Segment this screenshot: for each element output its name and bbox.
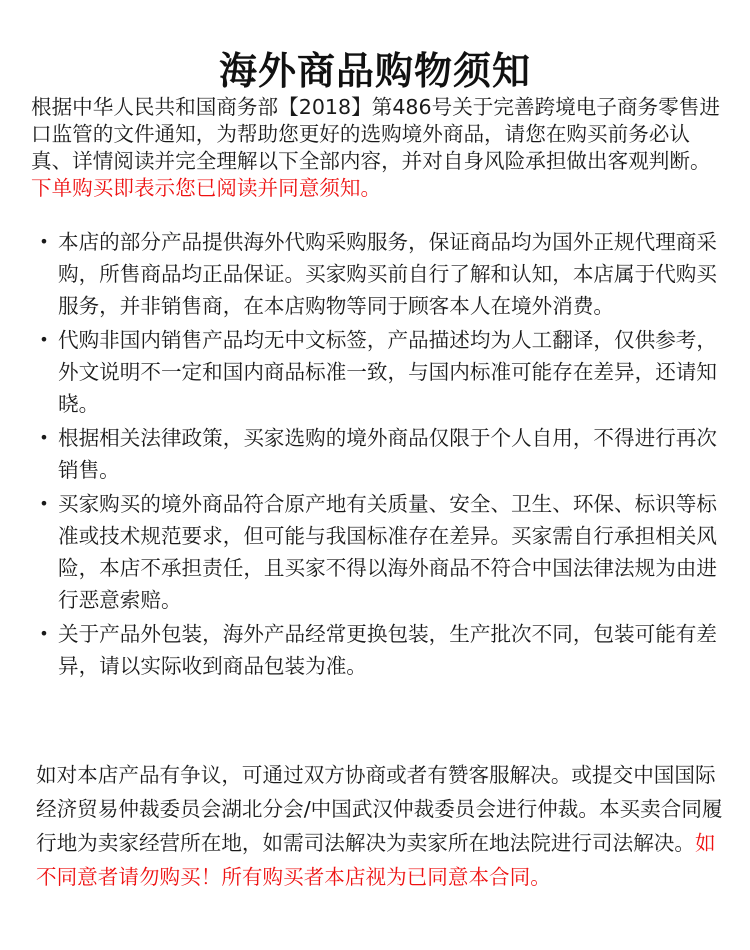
bullet-icon: • — [39, 494, 49, 513]
list-item-text: 关于产品外包装，海外产品经常更换包装，生产批次不同，包装可能有差异，请以实际收到商品包装为准。 — [58, 622, 717, 678]
bullet-icon: • — [39, 624, 49, 643]
list-item — [31, 618, 721, 682]
list-item — [31, 422, 721, 486]
list-item-text: 本店的部分产品提供海外代购采购服务，保证商品均为国外正规代理商采购，所售商品均正品保证。买家购买前自行了解和认知，本店属于代购买服务，并非销售商，在本店购物等同于顾客本人在境外消费。 — [58, 230, 717, 318]
intro-paragraph — [31, 94, 721, 202]
closing-text: 如对本店产品有争议，可通过双方协商或者有赞客服解决。或提交中国国际经济贸易仲裁委员会湖北分会/中国武汉仲裁委员会进行仲裁。本买卖合同履行地为卖家经营所在地，如需司法解决为卖家所在地法院进行司法解决。 — [36, 763, 723, 855]
bullet-icon: • — [39, 428, 49, 447]
closing-highlight: 如不同意者请勿购买！所有购买者本店视为已同意本合同。 — [36, 831, 716, 889]
page-title: 海外商品购物须知 — [218, 49, 531, 94]
list-item-text: 根据相关法律政策，买家选购的境外商品仅限于个人自用，不得进行再次销售。 — [58, 426, 717, 482]
notice-list — [31, 226, 721, 684]
closing-paragraph — [36, 758, 726, 894]
list-item-text: 买家购买的境外商品符合原产地有关质量、安全、卫生、环保、标识等标准或技术规范要求，但可能与我国标准存在差异。买家需自行承担相关风险，本店不承担责任，且买家不得以海外商品不符合中国法律法规为由进行恶意索赔。 — [58, 492, 717, 612]
bullet-icon: • — [39, 232, 49, 251]
list-item — [31, 226, 721, 322]
intro-highlight: 下单购买即表示您已阅读并同意须知。 — [31, 176, 382, 200]
bullet-icon: • — [39, 330, 49, 349]
intro-text: 根据中华人民共和国商务部【2018】第486号关于完善跨境电子商务零售进口监管的文件通知，为帮助您更好的选购境外商品，请您在购买前务必认真、详情阅读并完全理解以下全部内容，并对自身风险承担做出客观判断。 — [31, 95, 720, 173]
list-item — [31, 488, 721, 616]
list-item — [31, 324, 721, 420]
list-item-text: 代购非国内销售产品均无中文标签，产品描述均为人工翻译，仅供参考，外文说明不一定和国内商品标准一致，与国内标准可能存在差异，还请知晓。 — [58, 328, 717, 416]
